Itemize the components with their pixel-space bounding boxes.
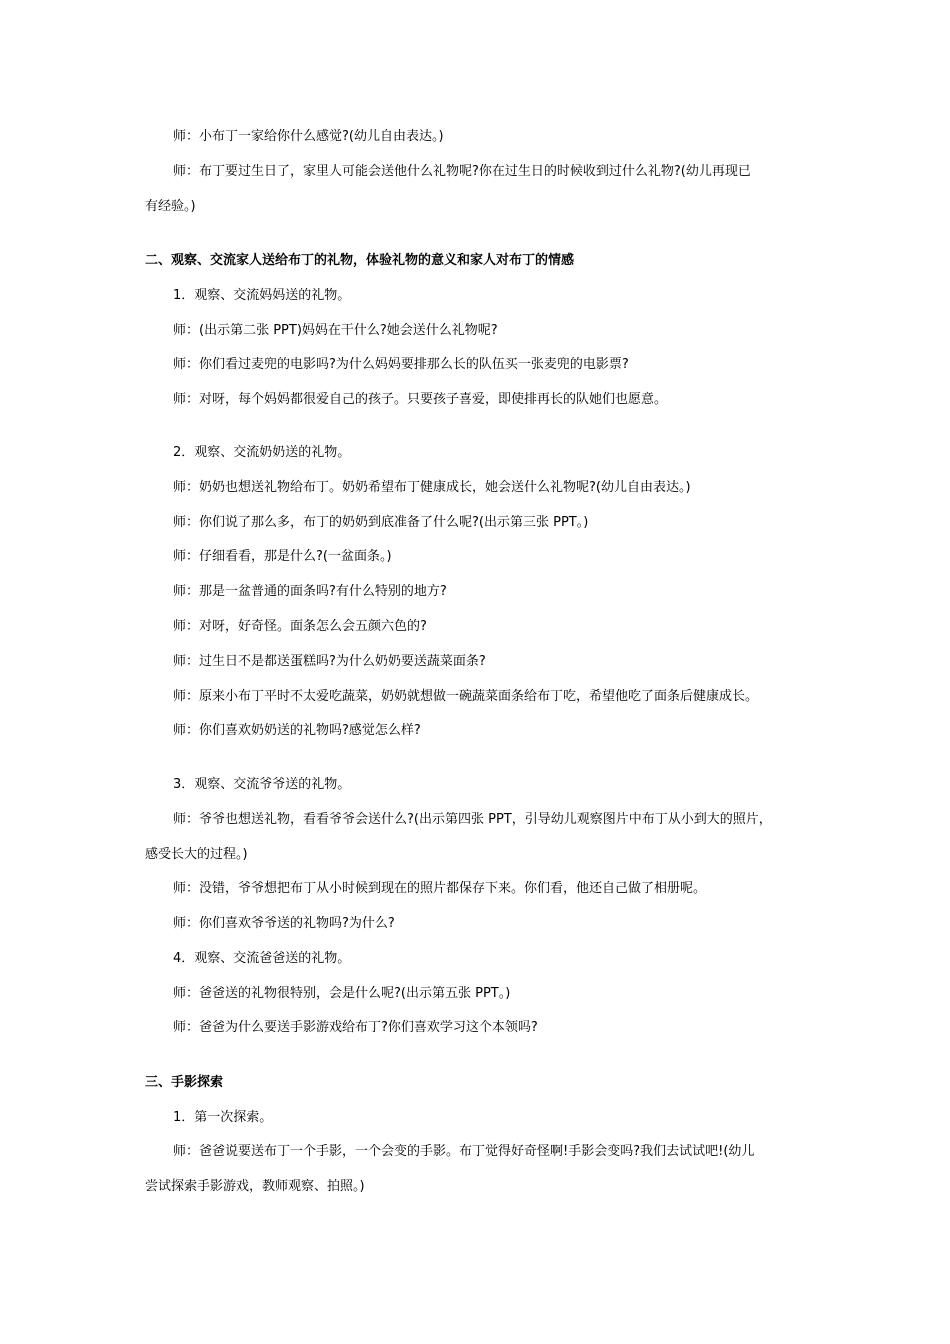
paragraph-line: 有经验。) xyxy=(145,199,196,214)
paragraph-line: 师：小布丁一家给你什么感觉?(幼儿自由表达。) xyxy=(173,129,444,144)
paragraph-line: 师：对呀，每个妈妈都很爱自己的孩子。只要孩子喜爱，即使排再长的队她们也愿意。 xyxy=(173,392,668,407)
paragraph-line: 师：你们说了那么多，布丁的奶奶到底准备了什么呢?(出示第三张 PPT。) xyxy=(173,515,589,530)
paragraph-line: 师：爸爸送的礼物很特别，会是什么呢?(出示第五张 PPT。) xyxy=(173,986,511,1001)
section-heading: 二、观察、交流家人送给布丁的礼物，体验礼物的意义和家人对布丁的情感 xyxy=(145,253,575,268)
subsection-heading: 2．观察、交流奶奶送的礼物。 xyxy=(173,445,351,460)
paragraph-line: 感受长大的过程。) xyxy=(145,847,248,862)
paragraph-line: 师：奶奶也想送礼物给布丁。奶奶希望布丁健康成长，她会送什么礼物呢?(幼儿自由表达。) xyxy=(173,480,691,495)
paragraph-line: 师：爸爸为什么要送手影游戏给布丁?你们喜欢学习这个本领吗? xyxy=(173,1020,538,1035)
paragraph-line: 师：布丁要过生日了，家里人可能会送他什么礼物呢?你在过生日的时候收到过什么礼物?(幼儿再现已 xyxy=(173,164,751,179)
paragraph-line: 师：你们喜欢爷爷送的礼物吗?为什么? xyxy=(173,916,395,931)
paragraph-line: 师：对呀，好奇怪。面条怎么会五颜六色的? xyxy=(173,619,427,634)
paragraph-line: 师：你们看过麦兜的电影吗?为什么妈妈要排那么长的队伍买一张麦兜的电影票? xyxy=(173,357,629,372)
paragraph-line: 师：原来小布丁平时不太爱吃蔬菜，奶奶就想做一碗蔬菜面条给布丁吃，希望他吃了面条后健康成长。 xyxy=(173,689,759,704)
paragraph-line: 师：仔细看看，那是什么?(一盆面条。) xyxy=(173,549,392,564)
paragraph-line: 师：过生日不是都送蛋糕吗?为什么奶奶要送蔬菜面条? xyxy=(173,654,486,669)
subsection-heading: 1．第一次探索。 xyxy=(173,1110,273,1125)
paragraph-line: 师：那是一盆普通的面条吗?有什么特别的地方? xyxy=(173,584,447,599)
paragraph-line: 师：爷爷也想送礼物，看看爷爷会送什么?(出示第四张 PPT，引导幼儿观察图片中布丁从小到大的照片， xyxy=(173,812,772,827)
paragraph-line: 师：没错，爷爷想把布丁从小时候到现在的照片都保存下来。你们看，他还自己做了相册呢。 xyxy=(173,881,707,896)
paragraph-line: 师：爸爸说要送布丁一个手影，一个会变的手影。布丁觉得好奇怪啊!手影会变吗?我们去试试吧!(幼儿 xyxy=(173,1144,755,1159)
paragraph-line: 尝试探索手影游戏，教师观察、拍照。) xyxy=(145,1179,365,1194)
paragraph-line: 师：(出示第二张 PPT)妈妈在干什么?她会送什么礼物呢? xyxy=(173,323,498,338)
subsection-heading: 3．观察、交流爷爷送的礼物。 xyxy=(173,777,351,792)
paragraph-line: 师：你们喜欢奶奶送的礼物吗?感觉怎么样? xyxy=(173,723,421,738)
subsection-heading: 1．观察、交流妈妈送的礼物。 xyxy=(173,288,351,303)
section-heading: 三、手影探索 xyxy=(145,1075,224,1090)
subsection-heading: 4．观察、交流爸爸送的礼物。 xyxy=(173,951,351,966)
